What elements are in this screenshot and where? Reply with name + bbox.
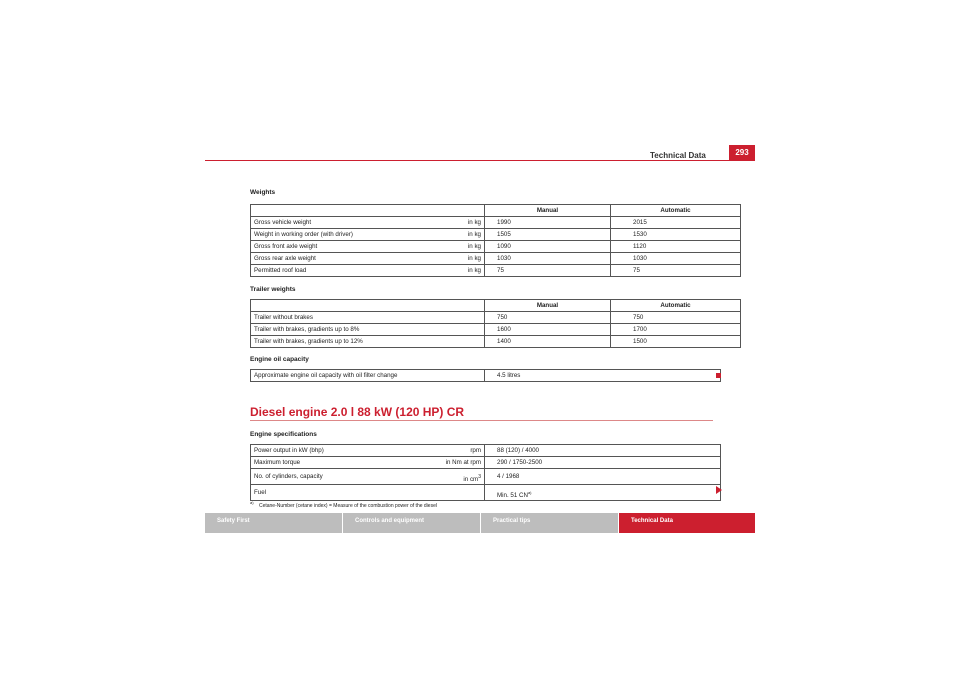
table-row — [251, 445, 721, 457]
automatic-value: 750 — [611, 312, 741, 324]
row-label-cell — [251, 445, 485, 457]
column-header-manual: Manual — [485, 300, 611, 312]
row-label: Fuel — [254, 489, 267, 496]
table-header-row — [251, 205, 741, 217]
row-unit: in kg — [467, 255, 481, 262]
row-label: Weight in working order (with driver) — [254, 231, 353, 238]
footnote-ref: a) — [527, 489, 532, 495]
spec-value: Min. 51 CN — [497, 492, 528, 500]
manual-value: 1600 — [485, 324, 611, 336]
table-row — [251, 469, 721, 485]
table-row — [251, 324, 741, 336]
row-label-cell — [251, 217, 485, 229]
table-header-row — [251, 300, 741, 312]
end-of-section-marker — [716, 373, 721, 378]
row-unit: in kg — [467, 219, 481, 226]
header-rule — [205, 160, 755, 161]
continue-arrow-icon — [716, 486, 722, 494]
page-number: 293 — [729, 145, 755, 161]
row-label: Gross vehicle weight — [254, 219, 312, 226]
table-row — [251, 253, 741, 265]
table-row — [251, 241, 741, 253]
diesel-title-rule — [250, 420, 713, 421]
automatic-value: 75 — [611, 265, 741, 277]
row-label: Gross rear axle weight — [254, 255, 316, 262]
automatic-value: 1530 — [611, 229, 741, 241]
automatic-value: 1700 — [611, 324, 741, 336]
manual-value: 1505 — [485, 229, 611, 241]
row-unit: in kg — [467, 267, 481, 274]
table-row — [251, 485, 721, 501]
row-unit: in kg — [467, 243, 481, 250]
table-row — [251, 336, 741, 348]
table-row — [251, 370, 721, 382]
row-unit-text: in cm — [463, 476, 479, 484]
row-label: Trailer with brakes, gradients up to 8% — [251, 324, 485, 336]
oil-heading: Engine oil capacity — [250, 356, 309, 363]
manual-value: 75 — [485, 265, 611, 277]
table-header-empty — [251, 300, 485, 312]
footnote — [250, 500, 437, 509]
table-row — [251, 217, 741, 229]
row-label: Trailer without brakes — [251, 312, 485, 324]
row-label-cell — [251, 241, 485, 253]
column-header-automatic: Automatic — [611, 300, 741, 312]
engine-spec-table — [250, 444, 721, 501]
row-label-cell — [251, 253, 485, 265]
row-label: Power output in kW (bhp) — [254, 447, 324, 454]
automatic-value: 2015 — [611, 217, 741, 229]
column-header-automatic: Automatic — [611, 205, 741, 217]
row-label: Maximum torque — [254, 459, 301, 466]
spec-value: 290 / 1750-2500 — [485, 457, 721, 469]
spec-value-cell — [485, 485, 721, 501]
table-row — [251, 312, 741, 324]
oil-value: 4.5 litres — [485, 370, 721, 382]
row-label: Permitted roof load — [254, 267, 307, 274]
manual-value: 1990 — [485, 217, 611, 229]
page-header-title: Technical Data — [650, 151, 706, 160]
automatic-value: 1030 — [611, 253, 741, 265]
nav-tab-safety-first[interactable]: Safety First — [217, 518, 250, 524]
footnote-text: Cetane-Number (cetane index) = Measure of the combustion power of the diesel — [258, 502, 437, 509]
diesel-engine-title: Diesel engine 2.0 l 88 kW (120 HP) CR — [250, 405, 465, 419]
oil-table — [250, 369, 721, 382]
row-label-cell — [251, 265, 485, 277]
manual-value: 1030 — [485, 253, 611, 265]
column-header-manual: Manual — [485, 205, 611, 217]
table-row — [251, 457, 721, 469]
manual-value: 750 — [485, 312, 611, 324]
trailer-heading: Trailer weights — [250, 286, 296, 293]
spec-value: 88 (120) / 4000 — [485, 445, 721, 457]
engine-spec-heading: Engine specifications — [250, 431, 317, 438]
row-unit: rpm — [470, 447, 481, 454]
row-label: Trailer with brakes, gradients up to 12% — [251, 336, 485, 348]
table-row — [251, 229, 741, 241]
manual-value: 1400 — [485, 336, 611, 348]
nav-tab-controls-equipment[interactable]: Controls and equipment — [355, 518, 424, 524]
row-label-cell — [251, 469, 485, 485]
row-label-cell — [251, 485, 485, 501]
table-header-empty — [251, 205, 485, 217]
trailer-table — [250, 299, 741, 348]
footnote-marker: a) — [250, 500, 254, 505]
row-unit-sup: 3 — [478, 474, 481, 480]
manual-value: 1090 — [485, 241, 611, 253]
row-label-cell — [251, 457, 485, 469]
row-unit: in Nm at rpm — [445, 459, 481, 466]
automatic-value: 1120 — [611, 241, 741, 253]
nav-tab-technical-data[interactable]: Technical Data — [619, 513, 755, 533]
weights-table — [250, 204, 741, 277]
row-label: No. of cylinders, capacity — [254, 473, 323, 480]
row-label-cell — [251, 229, 485, 241]
row-unit — [463, 474, 481, 483]
row-unit: in kg — [467, 231, 481, 238]
weights-heading: Weights — [250, 189, 276, 196]
row-label: Gross front axle weight — [254, 243, 318, 250]
automatic-value: 1500 — [611, 336, 741, 348]
spec-value: 4 / 1968 — [485, 469, 721, 485]
table-row — [251, 265, 741, 277]
nav-tab-practical-tips[interactable]: Practical tips — [493, 518, 531, 524]
row-label: Approximate engine oil capacity with oil filter change — [251, 370, 485, 382]
